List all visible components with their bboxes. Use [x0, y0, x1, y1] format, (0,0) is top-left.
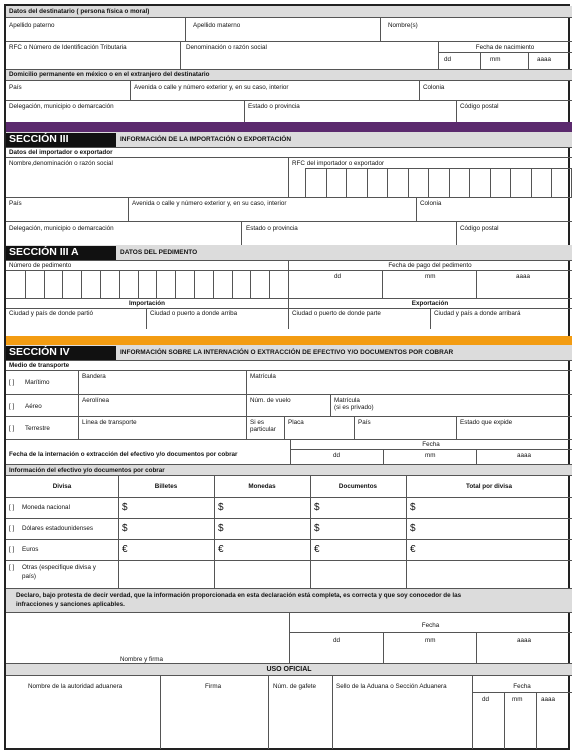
domicilio-cp-field[interactable]: Código postal — [460, 103, 499, 110]
efectivo-row-divider — [6, 518, 572, 519]
fecha-nacimiento-aaaa[interactable]: aaaa — [537, 56, 552, 63]
ciudad-partio-field[interactable]: Ciudad y país de donde partió — [9, 310, 94, 317]
particular-label: particular — [250, 426, 276, 433]
estado-expide-field[interactable]: Estado que expide — [460, 419, 513, 426]
efectivo-row-label: Moneda nacional — [22, 504, 70, 511]
efectivo-amount-field[interactable]: $ — [122, 502, 128, 513]
pais-field[interactable]: País — [358, 419, 371, 426]
pedimento-digit-box[interactable] — [81, 270, 100, 298]
efectivo-col-header: Total por divisa — [465, 483, 513, 490]
aerolinea-field[interactable]: Aerolínea — [82, 397, 109, 404]
seccion4-accent-bar — [6, 336, 572, 345]
pedimento-digit-box[interactable] — [25, 270, 44, 298]
efectivo-row-divider — [6, 539, 572, 540]
efectivo-amount-field[interactable]: $ — [218, 523, 224, 534]
exportacion-label: Exportación — [411, 300, 449, 307]
seccion3-accent-bar — [6, 122, 572, 132]
importador-colonia-field[interactable]: Colonia — [420, 200, 442, 207]
rfc-digit-box[interactable] — [408, 168, 429, 197]
fecha-nacimiento-mm[interactable]: mm — [490, 56, 501, 63]
efectivo-row-divider — [6, 560, 572, 561]
pedimento-digit-box[interactable] — [100, 270, 119, 298]
domicilio-pais-field[interactable]: País — [9, 84, 22, 91]
efectivo-row-divider — [6, 497, 572, 498]
aereo-checkbox[interactable]: [ ] — [9, 403, 15, 410]
gafete-field[interactable]: Núm. de gafete — [273, 683, 317, 690]
efectivo-row-checkbox[interactable]: [ ] — [9, 546, 15, 553]
uso-fecha-aaaa[interactable]: aaaa — [541, 696, 556, 703]
efectivo-col-divider — [310, 475, 311, 588]
efectivo-col-header: Billetes — [154, 483, 178, 490]
seccion3-label: SECCIÓN III — [6, 133, 116, 147]
uso-fecha-label: Fecha — [513, 683, 531, 690]
uso-fecha-mm[interactable]: mm — [512, 696, 523, 703]
importador-cp-field[interactable]: Código postal — [460, 225, 499, 232]
otras-label-line2: país) — [22, 573, 36, 580]
matricula-field[interactable]: Matrícula — [250, 373, 276, 380]
uso-oficial-header: USO OFICIAL — [266, 666, 312, 673]
rfc-digit-box[interactable] — [551, 168, 572, 197]
efectivo-amount-field[interactable]: $ — [122, 523, 128, 534]
fecha-internacion-dd[interactable]: dd — [333, 452, 341, 459]
pedimento-digit-box[interactable] — [62, 270, 81, 298]
efectivo-row-checkbox[interactable]: [ ] — [9, 525, 15, 532]
domicilio-delegacion-field[interactable]: Delegación, municipio o demarcación — [9, 103, 114, 110]
bandera-field[interactable]: Bandera — [82, 373, 106, 380]
pedimento-digit-box[interactable] — [138, 270, 157, 298]
otras-label-line1: Otras (especifique divisa y — [22, 564, 96, 571]
fecha-pago-mm[interactable]: mm — [425, 273, 436, 280]
domicilio-avenida-field[interactable]: Avenida o calle y número exterior y, en su caso, interior — [134, 84, 289, 91]
fecha-internacion-aaaa[interactable]: aaaa — [517, 452, 532, 459]
importador-avenida-field[interactable]: Avenida o calle y número exterior y, en su caso, interior — [132, 200, 287, 207]
rfc-digit-box[interactable] — [387, 168, 408, 197]
fecha-pago-dd[interactable]: dd — [334, 273, 342, 280]
firma-field[interactable]: Firma — [205, 683, 222, 690]
rfc-field[interactable]: RFC o Número de Identificación Tributaria — [9, 44, 127, 51]
importador-delegacion-field[interactable]: Delegación, municipio o demarcación — [9, 225, 114, 232]
numero-pedimento-label: Número de pedimento — [9, 262, 72, 269]
ciudad-arribara-field[interactable]: Ciudad y país a donde arribará — [434, 310, 521, 317]
efectivo-col-divider — [214, 475, 215, 588]
rfc-digit-box[interactable] — [367, 168, 388, 197]
efectivo-row-label: Euros — [22, 546, 39, 553]
rfc-digit-box[interactable] — [326, 168, 347, 197]
si-es-privado-note: (si es privado) — [334, 404, 374, 411]
seccion4-title: INFORMACIÓN SOBRE LA INTERNACIÓN O EXTRACCIÓN DE EFECTIVO Y/O DOCUMENTOS POR COBRAR — [120, 349, 454, 356]
importador-estado-field[interactable]: Estado o provincia — [246, 225, 298, 232]
seccion3-title: INFORMACIÓN DE LA IMPORTACIÓN O EXPORTACIÓN — [120, 136, 292, 143]
denominacion-field[interactable]: Denominación o razón social — [186, 44, 267, 51]
efectivo-row-checkbox[interactable]: [ ] — [9, 504, 15, 511]
importador-header: Datos del importador o exportador — [9, 149, 113, 156]
destinatario-header: Datos del destinatario ( persona física o moral) — [9, 8, 150, 15]
efectivo-amount-field[interactable]: € — [218, 544, 224, 555]
origen-destino-divider — [6, 308, 572, 309]
rfc-digit-box[interactable] — [469, 168, 490, 197]
rfc-digit-box[interactable] — [490, 168, 511, 197]
domicilio-header: Domicilio permanente en méxico o en el extranjero del destinatario — [9, 71, 210, 78]
pedimento-digit-box[interactable] — [6, 270, 25, 298]
apellido-materno-field[interactable]: Apellido materno — [193, 22, 241, 29]
importador-nombre-field[interactable]: Nombre,denominación o razón social — [9, 160, 113, 167]
declaracion-fecha-aaaa[interactable]: aaaa — [517, 637, 532, 644]
aereo-label: Aéreo — [25, 403, 42, 410]
nombre-firma-field[interactable]: Nombre y firma — [120, 656, 164, 663]
efectivo-col-header: Monedas — [248, 483, 276, 490]
domicilio-estado-field[interactable]: Estado o provincia — [248, 103, 300, 110]
pedimento-digit-box[interactable] — [213, 270, 232, 298]
apellido-paterno-field[interactable]: Apellido paterno — [9, 22, 55, 29]
declaracion-fecha-dd[interactable]: dd — [333, 637, 341, 644]
efectivo-amount-field[interactable]: $ — [314, 523, 320, 534]
pedimento-digit-box[interactable] — [250, 270, 269, 298]
declaracion-fecha-label: Fecha — [421, 622, 440, 629]
importacion-label: Importación — [128, 300, 166, 307]
terrestre-label: Terrestre — [25, 425, 50, 432]
pedimento-digit-box[interactable] — [194, 270, 213, 298]
efectivo-amount-field[interactable]: € — [410, 544, 416, 555]
declaracion-line1: Declaro, bajo protesta de decir verdad, que la información proporcionada en esta declaración está completa, es correcta y que soy conocedor de las — [16, 592, 462, 599]
uso-fecha-dd[interactable]: dd — [482, 696, 490, 703]
fecha-nacimiento-label: Fecha de nacimiento — [475, 44, 535, 51]
fecha-pago-label: Fecha de pago del pedimento — [388, 262, 472, 269]
rfc-digit-box[interactable] — [305, 168, 326, 197]
ciudad-arriba-field[interactable]: Ciudad o puerto a donde arriba — [150, 310, 238, 317]
rfc-digit-box[interactable] — [346, 168, 367, 197]
medio-transporte-header: Medio de transporte — [9, 362, 70, 369]
fecha-pago-divider — [288, 270, 572, 271]
efectivo-col-divider — [406, 475, 407, 588]
pedimento-digit-box[interactable] — [232, 270, 251, 298]
sello-field[interactable]: Sello de la Aduana o Sección Aduanera — [336, 683, 447, 690]
maritimo-checkbox[interactable]: [ ] — [9, 379, 15, 386]
pedimento-digit-box[interactable] — [44, 270, 63, 298]
maritimo-label: Marítimo — [25, 379, 50, 386]
pedimento-digit-box[interactable] — [156, 270, 175, 298]
fecha-pago-aaaa[interactable]: aaaa — [516, 273, 531, 280]
importador-rfc-label: RFC del importador o exportador — [292, 160, 385, 167]
efectivo-amount-field[interactable]: $ — [218, 502, 224, 513]
efectivo-amount-field[interactable]: $ — [410, 523, 416, 534]
fecha-internacion-mm[interactable]: mm — [425, 452, 436, 459]
pedimento-digit-box[interactable] — [269, 270, 288, 298]
rfc-digit-box[interactable] — [428, 168, 449, 197]
fecha-internacion-header: Fecha — [422, 441, 440, 448]
fecha-nacimiento-dd[interactable]: dd — [444, 56, 452, 63]
seccion4-label: SECCIÓN IV — [6, 346, 116, 360]
ciudad-parte-field[interactable]: Ciudad o puerto de donde parte — [292, 310, 381, 317]
terrestre-checkbox[interactable]: [ ] — [9, 425, 15, 432]
declaracion-fecha-mm[interactable]: mm — [425, 637, 436, 644]
matricula-privado-field[interactable]: Matrícula — [334, 397, 360, 404]
declaracion-line2: infracciones y sanciones aplicables. — [16, 601, 125, 608]
efectivo-col-header: Documentos — [338, 483, 378, 490]
pedimento-digit-box[interactable] — [119, 270, 138, 298]
info-efectivo-header: Información del efectivo y/o documentos por cobrar — [9, 467, 165, 474]
efectivo-amount-field[interactable]: $ — [410, 502, 416, 513]
efectivo-col-header: Divisa — [52, 483, 72, 490]
importador-pais-field[interactable]: País — [9, 200, 22, 207]
seccion3a-label: SECCIÓN III A — [6, 246, 116, 260]
placa-field[interactable]: Placa — [288, 419, 304, 426]
efectivo-row-divider — [6, 588, 572, 589]
efectivo-col-divider — [118, 475, 119, 588]
otras-checkbox[interactable]: [ ] — [9, 564, 15, 571]
efectivo-amount-field[interactable]: € — [314, 544, 320, 555]
autoridad-field[interactable]: Nombre de la autoridad aduanera — [28, 683, 123, 690]
si-es-label: Si es — [250, 419, 264, 426]
domicilio-colonia-field[interactable]: Colonia — [423, 84, 445, 91]
pedimento-digit-box[interactable] — [175, 270, 194, 298]
efectivo-amount-field[interactable]: € — [122, 544, 128, 555]
linea-transporte-field[interactable]: Línea de transporte — [82, 419, 137, 426]
num-vuelo-field[interactable]: Núm. de vuelo — [250, 397, 291, 404]
rfc-digit-box[interactable] — [531, 168, 552, 197]
fecha-internacion-label: Fecha de la internación o extracción del efectivo y/o documentos por cobrar — [9, 451, 238, 458]
efectivo-row-label: Dólares estadounidenses — [22, 525, 94, 532]
seccion3a-title: DATOS DEL PEDIMENTO — [120, 249, 198, 256]
rfc-digit-box[interactable] — [449, 168, 470, 197]
efectivo-amount-field[interactable]: $ — [314, 502, 320, 513]
nombres-field[interactable]: Nombre(s) — [388, 22, 418, 29]
rfc-digit-box[interactable] — [510, 168, 531, 197]
